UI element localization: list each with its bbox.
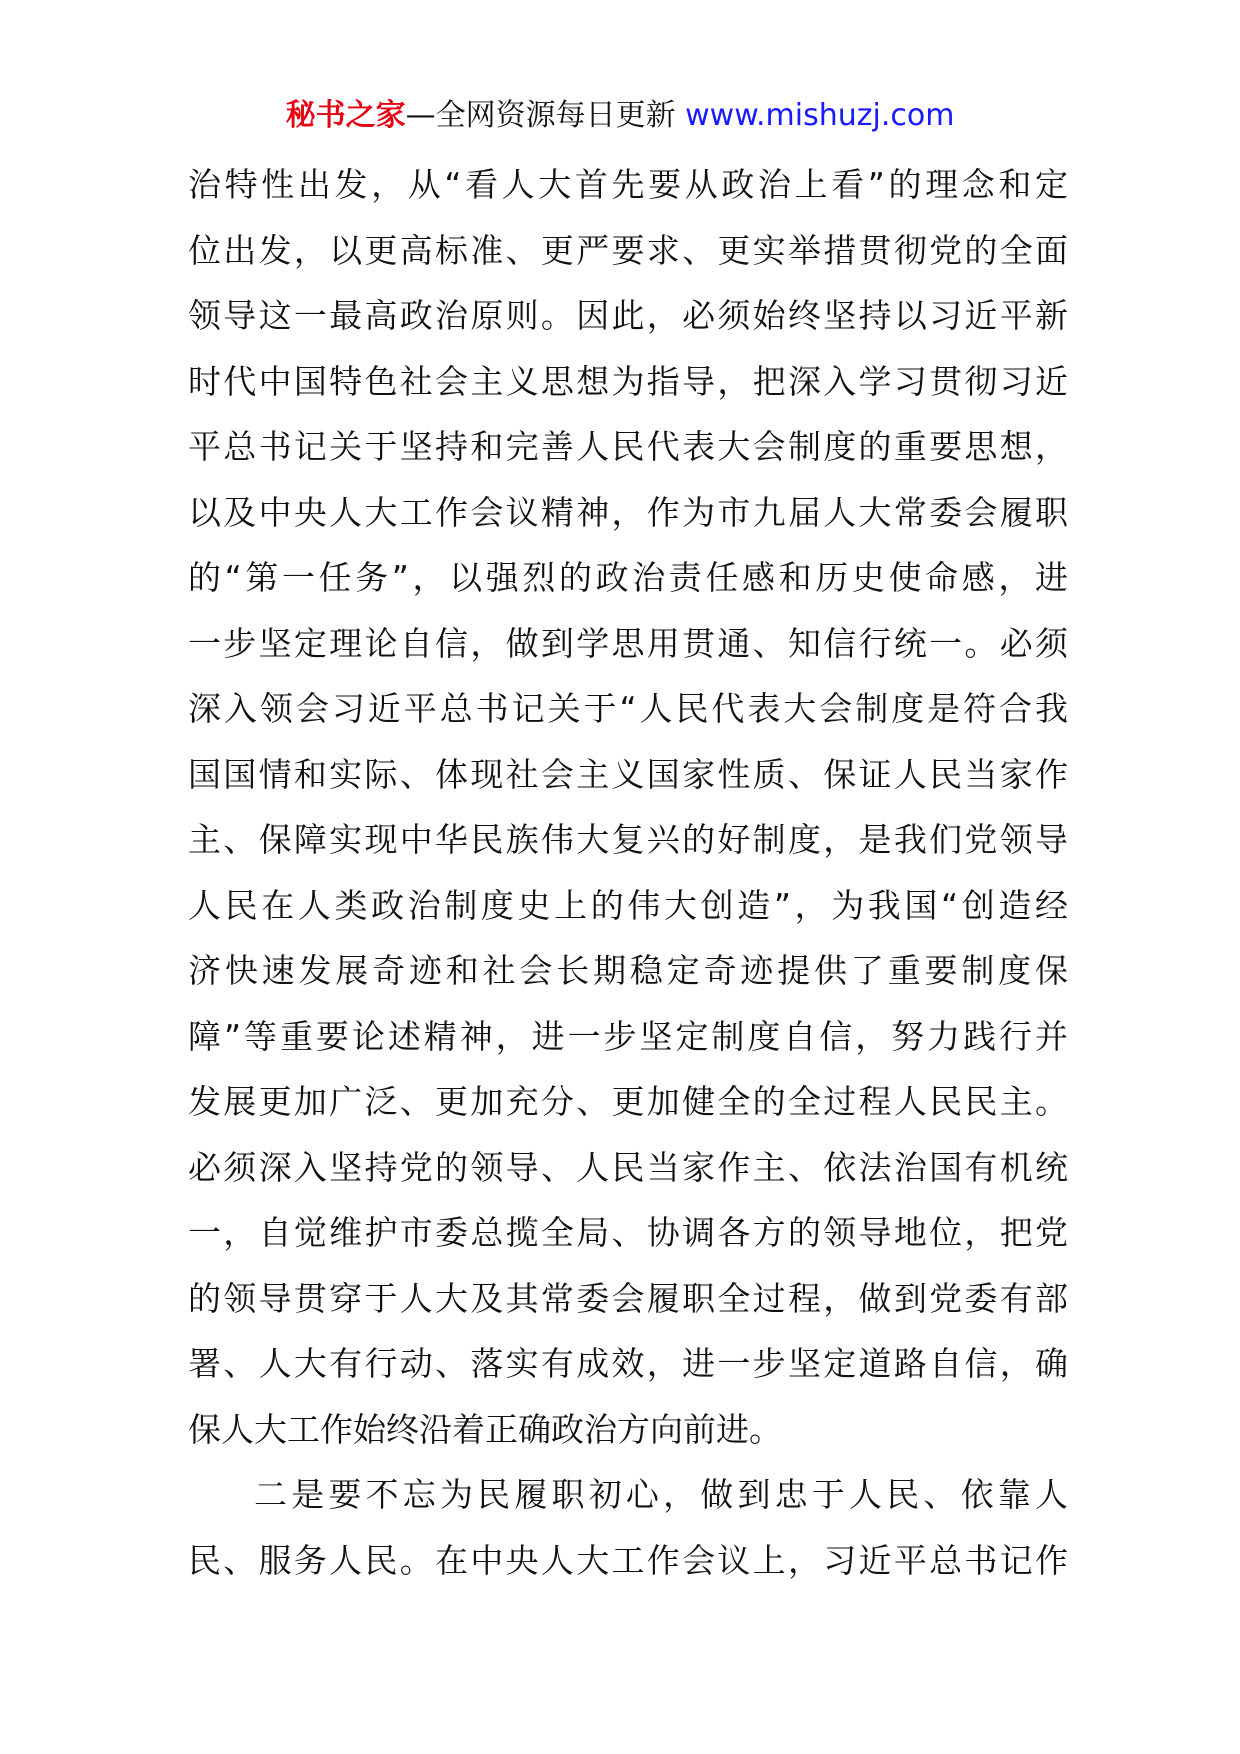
- text-line: 保人大工作始终沿着正确政治方向前进。: [188, 1409, 782, 1449]
- brand-name: 秘书之家: [285, 98, 406, 133]
- text-line: 主、保障实现中华民族伟大复兴的好制度，是我们党领导: [188, 820, 1068, 859]
- text-line: 的领导贯穿于人大及其常委会履职全过程，做到党委有部: [188, 1278, 1068, 1318]
- paragraph-start-line: 二是要不忘为民履职初心，做到忠于人民、依靠人: [254, 1475, 1068, 1514]
- text-line: 济快速发展奇迹和社会长期稳定奇迹提供了重要制度保: [188, 951, 1068, 990]
- text-line: 以及中央人大工作会议精神，作为市九届人大常委会履职: [188, 492, 1068, 532]
- text-line: 障”等重要论述精神，进一步坚定制度自信，努力践行并: [188, 1016, 1068, 1056]
- text-line: 发展更加广泛、更加充分、更加健全的全过程人民民主。: [188, 1082, 1068, 1121]
- text-line: 时代中国特色社会主义思想为指导，把深入学习贯彻习近: [188, 361, 1068, 401]
- text-line: 的“第一任务”，以强烈的政治责任感和历史使命感，进: [188, 558, 1068, 597]
- text-line: 领导这一最高政治原则。因此，必须始终坚持以习近平新: [188, 296, 1068, 335]
- text-line: 一，自觉维护市委总揽全局、协调各方的领导地位，把党: [188, 1213, 1068, 1252]
- text-line: 必须深入坚持党的领导、人民当家作主、依法治国有机统: [188, 1147, 1068, 1187]
- header-tagline: —全网资源每日更新: [405, 98, 676, 133]
- text-line: 深入领会习近平总书记关于“人民代表大会制度是符合我: [188, 689, 1068, 728]
- site-header: [0, 96, 1240, 136]
- text-line: 署、人大有行动、落实有成效，进一步坚定道路自信，确: [188, 1344, 1068, 1383]
- text-line: 平总书记关于坚持和完善人民代表大会制度的重要思想，: [188, 427, 1068, 466]
- text-line: 人民在人类政治制度史上的伟大创造”，为我国“创造经: [188, 885, 1068, 925]
- text-line: 位出发，以更高标准、更严要求、更实举措贯彻党的全面: [188, 230, 1068, 270]
- site-url-link[interactable]: www.mishuzj.com: [685, 98, 955, 133]
- document-body: [188, 163, 1068, 1604]
- text-line: 民、服务人民。在中央人大工作会议上，习近平总书记作: [188, 1540, 1068, 1580]
- text-line: 治特性出发，从“看人大首先要从政治上看”的理念和定: [188, 165, 1068, 204]
- text-line: 国国情和实际、体现社会主义国家性质、保证人民当家作: [188, 754, 1068, 794]
- text-line: 一步坚定理论自信，做到学思用贯通、知信行统一。必须: [188, 623, 1068, 663]
